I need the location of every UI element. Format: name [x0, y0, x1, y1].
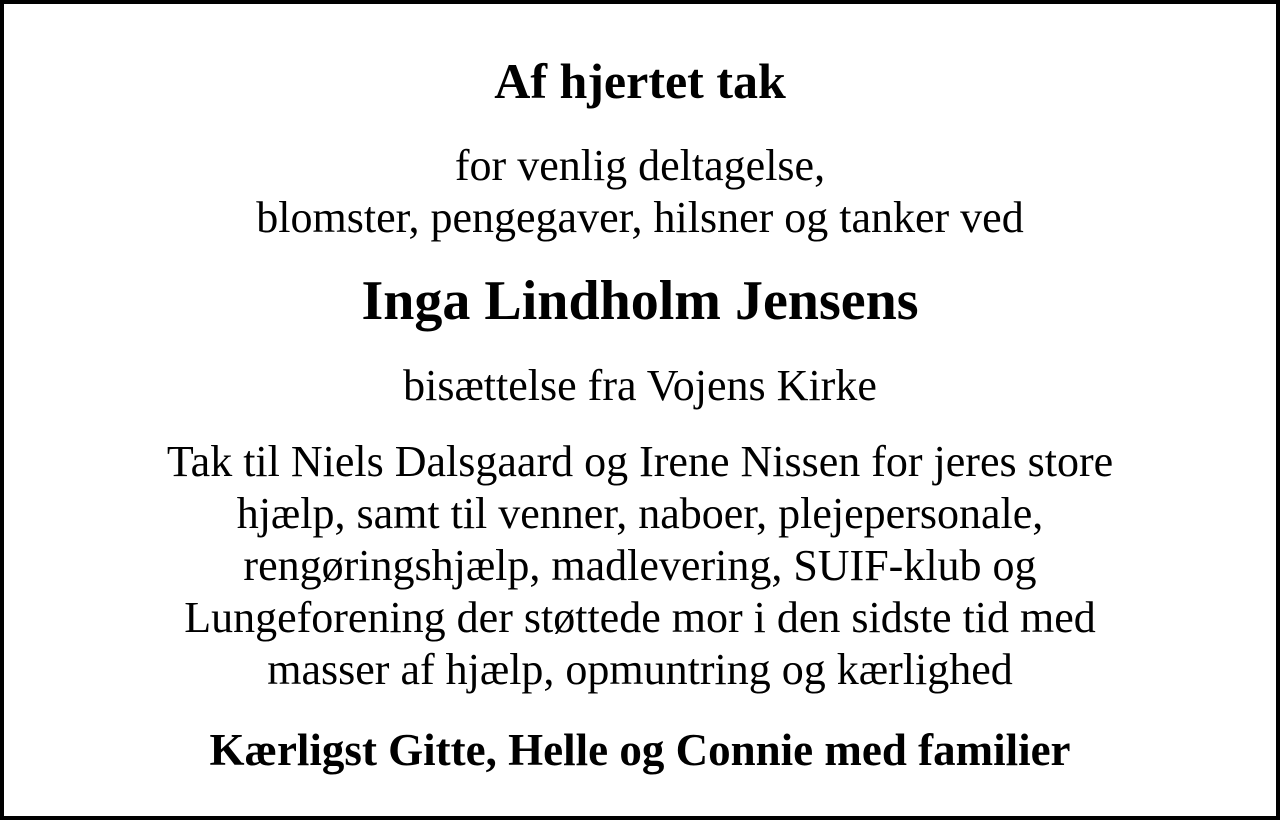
thanks-line: hjælp, samt til venner, naboer, plejepersonale,: [236, 489, 1044, 538]
deceased-name: Inga Lindholm Jensens: [361, 270, 919, 332]
thanks-line: Tak til Niels Dalsgaard og Irene Nissen for jeres store: [166, 437, 1114, 486]
intro-line: for venlig deltagelse,: [454, 141, 826, 190]
intro-line: blomster, pengegaver, hilsner og tanker ved: [256, 193, 1024, 242]
thanks-line: Lungeforening der støttede mor i den sidste tid med: [184, 593, 1096, 642]
ceremony-text: bisættelse fra Vojens Kirke: [403, 361, 877, 410]
intro-text: [4, 140, 1276, 244]
notice-heading: Af hjertet tak: [494, 53, 786, 109]
thanks-paragraph: [4, 436, 1276, 696]
thanks-line: rengøringshjælp, madlevering, SUIF-klub og: [243, 541, 1037, 590]
thanks-line: masser af hjælp, opmuntring og kærlighed: [267, 645, 1013, 694]
signature: Kærligst Gitte, Helle og Connie med familier: [209, 725, 1071, 775]
